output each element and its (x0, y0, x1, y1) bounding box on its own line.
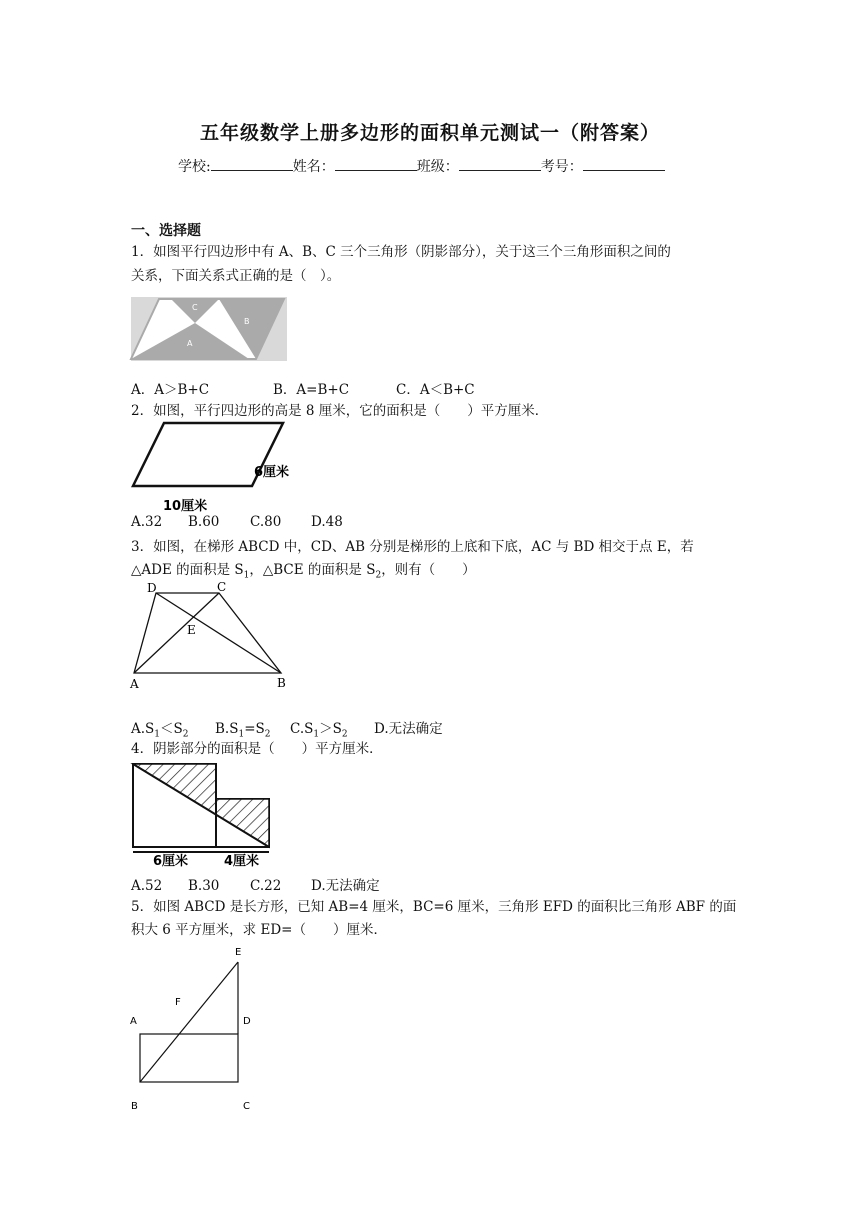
q1-figure (131, 297, 287, 361)
q3-label-e: E (187, 623, 196, 637)
q5-label-c: C (243, 1101, 250, 1112)
q4-option-c[interactable]: C.22 (250, 878, 282, 894)
q5-label-e: E (235, 947, 242, 958)
q3-label-b: B (277, 676, 286, 690)
q3-figure (128, 580, 293, 690)
exam-no-label: 考号： (540, 159, 583, 175)
q4-left-label: 6厘米 (153, 854, 189, 869)
q4-option-b[interactable]: B.30 (188, 878, 220, 894)
name-blank (335, 156, 417, 171)
q2-option-d[interactable]: D.48 (311, 514, 343, 530)
q3-label-a: A (130, 677, 139, 691)
q3-diagonal-ac (134, 593, 219, 673)
q1-option-a[interactable]: A．A＞B+C (131, 382, 210, 398)
q3-text-line1: 3．如图，在梯形 ABCD 中，CD、AB 分别是梯形的上底和下底，AC 与 BD 相交于点 E，若 (131, 539, 694, 555)
q2-options (131, 514, 343, 530)
q4-right-label: 4厘米 (224, 854, 260, 869)
q1-label-a: A (187, 339, 193, 348)
q5-label-b: B (131, 1101, 138, 1112)
q2-option-b[interactable]: B.60 (188, 514, 220, 530)
school-label: 学校: (178, 159, 211, 175)
q1-label-b: B (244, 317, 250, 326)
q5-rectangle-abcd (140, 1034, 238, 1082)
q2-text-line1: 2．如图，平行四边形的高是 8 厘米，它的面积是（ ）平方厘米． (131, 403, 549, 419)
q2-base-label: 10厘米 (163, 499, 208, 514)
class-blank (459, 156, 541, 171)
q3-s2-text: ，△BCE 的面积是 S (249, 562, 376, 578)
student-info-line (178, 156, 665, 176)
q4-figure (131, 762, 276, 870)
q3-s1-text: △ADE 的面积是 S (131, 562, 244, 578)
q3-s1-sub: 1 (243, 570, 250, 581)
q3-label-c: C (217, 580, 227, 594)
q1-text-line2: 关系，下面关系式正确的是（ ）。 (131, 268, 341, 284)
q4-text-line1: 4．阴影部分的面积是（ ）平方厘米． (131, 741, 383, 757)
q1-text-line1: 1．如图平行四边形中有 A、B、C 三个三角形（阴影部分），关于这三个三角形面积之间的 (131, 244, 671, 260)
q3-option-d[interactable]: D.无法确定 (374, 721, 443, 737)
q2-option-a[interactable]: A.32 (131, 514, 163, 530)
q3-tail-text: ，则有（ ） (381, 562, 476, 578)
page-title: 五年级数学上册多边形的面积单元测试一（附答案） (199, 122, 660, 144)
q4-option-d[interactable]: D.无法确定 (311, 878, 380, 894)
class-label: 班级： (416, 159, 459, 175)
q3-label-d: D (147, 581, 157, 595)
q3-option-c[interactable]: $C.S_1>S_2$ (290, 721, 348, 740)
section-heading: 一、选择题 (131, 223, 201, 239)
q5-segment-be (140, 962, 238, 1082)
q2-figure (131, 421, 301, 515)
q4-options (131, 874, 380, 894)
q3-s2-sub: 2 (375, 570, 382, 581)
q4-option-a[interactable]: A.52 (131, 878, 163, 894)
q5-text-line1: 5．如图 ABCD 是长方形，已知 AB=4 厘米，BC=6 厘米，三角形 EFD 的面积比三角形 ABF 的面 (131, 899, 737, 915)
q3-trapezoid (134, 593, 281, 673)
q5-label-f: F (175, 997, 181, 1008)
q1-option-b[interactable]: B．A=B+C (273, 382, 350, 398)
q1-option-c[interactable]: C．A＜B+C (396, 382, 475, 398)
q1-options (131, 378, 475, 398)
q5-label-a: A (130, 1016, 137, 1027)
name-label: 姓名： (292, 159, 335, 175)
q5-label-d: D (243, 1016, 251, 1027)
q2-side-label: 6厘米 (254, 465, 290, 480)
q3-option-a[interactable]: $A.S_1<S_2$ (131, 721, 189, 740)
q3-options (131, 717, 443, 740)
q2-option-c[interactable]: C.80 (250, 514, 282, 530)
q5-text-line2: 积大 6 平方厘米，求 ED=（ ）厘米． (131, 922, 387, 938)
exam-no-blank (583, 156, 665, 171)
q3-diagonal-bd (156, 593, 281, 673)
q3-option-b[interactable]: $B.S_1=S_2$ (215, 721, 271, 740)
q1-label-c: C (192, 303, 198, 312)
school-blank (211, 156, 293, 171)
q5-figure (128, 942, 258, 1117)
